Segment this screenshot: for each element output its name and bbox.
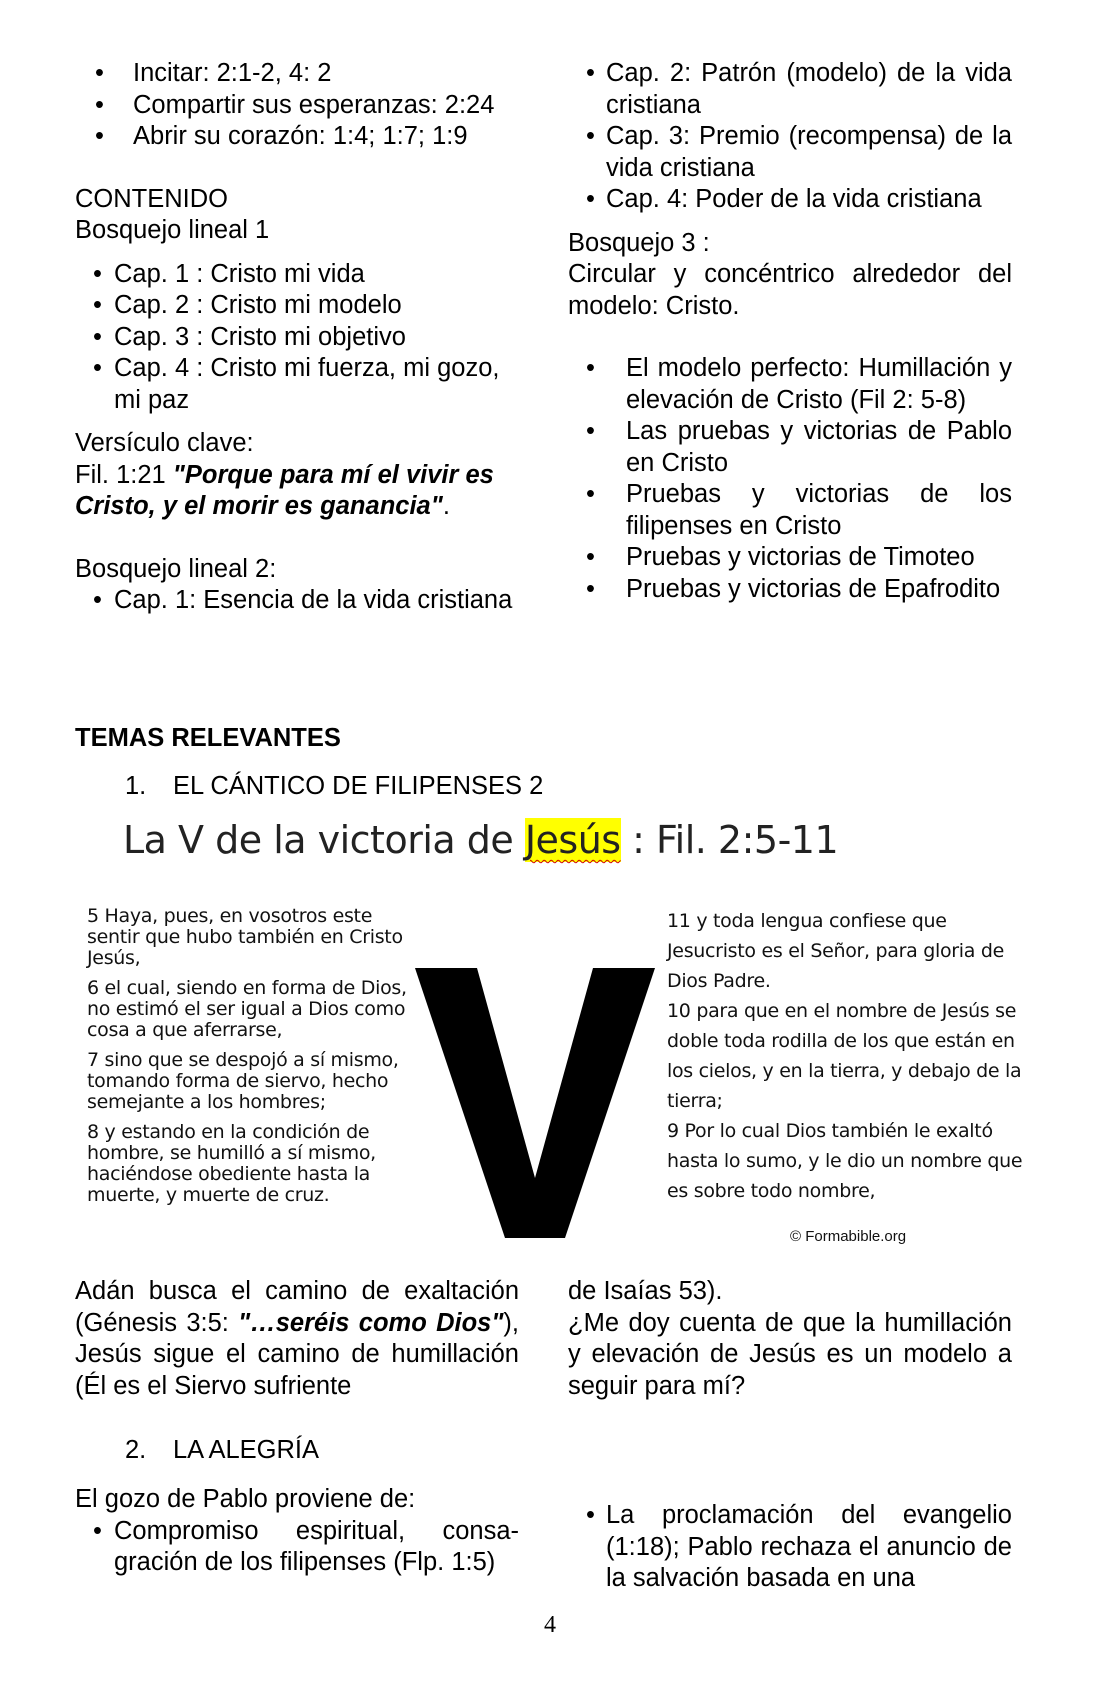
list-item: • Compartir sus esperanzas: 2:24	[95, 90, 495, 119]
verse: 10 para que en el nombre de Jesús se doble toda rodilla de los que están en los cielos, y en la tierra, y debajo de la tierra;	[667, 1000, 1022, 1112]
svg-text:V: V	[531, 1100, 539, 1111]
verse: 9 Por lo cual Dios también le exaltó hasta lo sumo, y le dio un nombre que es sobre todo nombre,	[667, 1120, 1023, 1202]
lower-right-paragraph: de Isaías 53). ¿Me doy cuenta de que la humillación y elevación de Jesús es un modelo a seguir para mí?	[568, 1277, 1012, 1400]
section-label-contenido: CONTENIDO	[75, 184, 228, 213]
bosquejo3-description: Circular y concéntrico alrededor del modelo: Cristo.	[568, 260, 1012, 320]
victory-v-figure	[75, 818, 1035, 1258]
big-v-letter	[415, 968, 655, 1238]
list-item: • Cap. 3 : Cristo mi objetivo	[93, 322, 406, 351]
left-column-top	[75, 58, 519, 617]
verse: 7 sino que se despojó a sí mismo, tomando forma de siervo, hecho semejante a los hombres;	[87, 1049, 399, 1113]
verse: 6 el cual, siendo en forma de Dios, no estimó el ser igual a Dios como cosa a que aferrarse,	[87, 977, 407, 1041]
list-item: • Compromiso espiritual, consa-gración de los filipenses (Flp. 1:5)	[93, 1516, 519, 1576]
figure-title: La V de la victoria de Jesús : Fil. 2:5-11	[123, 818, 839, 862]
list-item: • Pruebas y victorias de Epafrodito	[586, 574, 1001, 603]
right-column-top	[568, 58, 1012, 605]
lower-left-paragraph: Adán busca el camino de exaltación (Génesis 3:5: "…seréis como Dios"), Jesús sigue el camino de humillación (Él es el Siervo sufriente	[75, 1277, 519, 1400]
copyright: © Formabible.org	[790, 1228, 907, 1245]
figure-left-verses	[87, 906, 417, 1215]
key-verse: Fil. 1:21 "Porque para mí el vivir es Cristo, y el morir es ganancia".	[75, 460, 494, 520]
bosquejo3-title: Bosquejo 3 :	[568, 228, 710, 257]
list-item: • Pruebas y victorias de los filipenses en Cristo	[586, 480, 1012, 540]
alegria-left	[75, 1484, 519, 1579]
alegria-intro: El gozo de Pablo proviene de:	[75, 1485, 416, 1513]
list-item: • Cap. 2 : Cristo mi modelo	[93, 291, 402, 319]
alegria-right	[568, 1500, 1012, 1595]
list-item: • Abrir su corazón: 1:4; 1:7; 1:9	[95, 122, 468, 150]
list-item: • Cap. 1 : Cristo mi vida	[93, 259, 365, 288]
bosquejo2-title: Bosquejo lineal 2:	[75, 554, 277, 583]
list-item: • Cap. 1: Esencia de la vida cristiana	[93, 586, 513, 614]
key-verse-label: Versículo clave:	[75, 429, 254, 457]
verse: 5 Haya, pues, en vosotros este sentir que hubo también en Cristo Jesús,	[87, 905, 403, 969]
verse: 11 y toda lengua confiese que Jesucristo es el Señor, para gloria de Dios Padre.	[667, 910, 1005, 992]
list-item: • La proclamación del evangelio (1:18); Pablo rechaza el anuncio de la salvación basada en una	[586, 1501, 1012, 1592]
figure-right-verses	[667, 906, 1027, 1206]
list-item: • Cap. 4: Poder de la vida cristiana	[586, 185, 982, 213]
list-item: • Cap. 4 : Cristo mi fuerza, mi gozo, mi paz	[93, 354, 500, 414]
list-item: • Pruebas y victorias de Timoteo	[586, 543, 975, 571]
list-item: • El modelo perfecto: Humillación y elevación de Cristo (Fil 2: 5-8)	[586, 354, 1012, 414]
bosquejo1-title: Bosquejo lineal 1	[75, 216, 270, 244]
page: • Incitar: 2:1-2, 4: 2 • Compartir sus esperanzas: 2:24 • Abrir su corazón: 1:4; 1:7; 1:9 CONTENIDO Bosquejo lineal 1 • Cap. 1 : Cristo mi vida • Cap. 2 : Cristo mi modelo • Cap. 3 : Cristo mi objetivo • Cap. 4 : Cristo mi fuerza, mi gozo, mi paz Versículo clave: Fil. 1:21 "Porque para mí el vivir es Cristo, y el morir es ganancia". Bosquejo lineal 2: • Cap. 1: Esencia de la vida cristiana • Cap. 2: Patrón (modelo) de la vida cristiana • Cap. 3: Premio (recompensa) de la vida cristiana • Cap. 4: Poder de la vida cristiana Bosquejo 3 : Circular y concéntrico alrededor del modelo: Cristo. • El modelo perfecto: Humillación y elevación de Cristo (Fil 2: 5-8) • Las pruebas y victorias de Pablo en Cristo • Pruebas y victorias de los filipenses en Cristo • Pruebas y victorias de Timoteo • Pruebas y victorias de Epafrodito TEMAS RELEVANTES 1. EL CÁNTICO DE FILIPENSES 2 La V de la victoria de Jesús : Fil. 2:5-11 5 Haya, pues, en vosotros este sentir que hubo también en Cristo Jesús, 6 el cual, siendo en forma de Dios, no estimó el ser igual a Dios como cosa a que aferrarse, 7 sino que se despojó a sí mismo, tomando forma de siervo, hecho semejante a los hombres; 8 y estando en la condición de hombre, se humilló a sí mismo, haciéndose obediente hasta la muerte, y muerte de cruz. V 11 y toda lengua confiese que Jesucristo es el Señor, para gloria de Dios Padre. 10 para que en el nombre de Jesús se doble toda rodilla de los que están en los cielos, y en la tierra, y debajo de la tierra; 9 Por lo cual Dios también le exaltó hasta lo sumo, y le dio un nombre que es sobre todo nombre, © Formabible.org Adán busca el camino de exaltación (Génesis 3:5: "…seréis como Dios"), Jesús sigue el camino de humillación (Él es el Siervo sufriente de Isaías 53). ¿Me doy cuenta de que la humillación y elevación de Jesús es un modelo a seguir para mí? 2. LA ALEGRÍA El gozo de Pablo proviene de: • Compromiso espiritual, consa-gración de los filipenses (Flp. 1:5) • La proclamación del evangelio (1:18); Pablo rechaza el anuncio de la salvación basada en una 4	[0, 0, 1100, 1701]
page-number: 4	[544, 1612, 556, 1638]
verse: 8 y estando en la condición de hombre, se humilló a sí mismo, haciéndose obediente hasta la muerte, y muerte de cruz.	[87, 1121, 376, 1206]
list-item: • Incitar: 2:1-2, 4: 2	[95, 59, 332, 87]
list-item: • Cap. 3: Premio (recompensa) de la vida cristiana	[586, 122, 1012, 182]
list-item: • Cap. 2: Patrón (modelo) de la vida cristiana	[586, 59, 1012, 119]
list-item: • Las pruebas y victorias de Pablo en Cristo	[586, 417, 1012, 477]
section-heading: TEMAS RELEVANTES	[75, 724, 341, 752]
